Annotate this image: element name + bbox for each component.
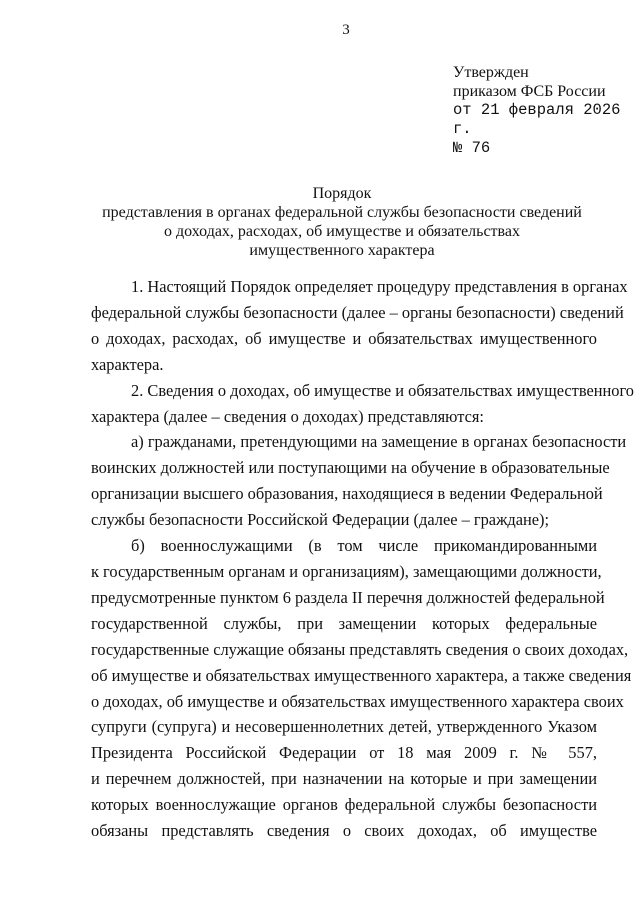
paragraph-b-line-5: государственные служащие обязаны представлять сведения о своих доходах, xyxy=(91,639,629,659)
paragraph-a-line-4: службы безопасности Российской Федерации (далее – граждане); xyxy=(91,510,550,530)
paragraph-b-line-11: которых военнослужащие органов федеральной службы безопасности xyxy=(91,795,597,815)
title-line-2: представления в органах федеральной службы безопасности сведений xyxy=(102,204,582,221)
paragraph-b-line-2: к государственным органам и организациям), замещающими должности, xyxy=(91,561,602,581)
title-line-3: о доходах, расходах, об имуществе и обязательствах xyxy=(164,223,520,240)
paragraph-b-line-1: б) военнослужащими (в том числе прикомандированными xyxy=(131,536,597,556)
paragraph-a-line-2: воинских должностей или поступающими на обучение в образовательные xyxy=(91,458,610,478)
paragraph-1-line-3: о доходах, расходах, об имуществе и обязательствах имущественного xyxy=(91,328,597,348)
paragraph-b-line-9: Президента Российской Федерации от 18 мая 2009 г. № 557, xyxy=(91,743,597,763)
paragraph-2-line-2: характера (далее – сведения о доходах) представляются: xyxy=(91,406,484,426)
paragraph-b-line-10: и перечнем должностей, при назначении на которые и при замещении xyxy=(91,769,597,789)
paragraph-b xyxy=(91,533,632,844)
title-line-1: Порядок xyxy=(312,185,372,202)
document-title xyxy=(0,184,640,260)
approval-line-date: от 21 февраля 2026 г. xyxy=(453,101,621,138)
document-body xyxy=(91,274,634,844)
approval-stamp xyxy=(453,63,640,158)
paragraph-1-line-4: характера. xyxy=(91,354,164,374)
paragraph-2-line-1: 2. Сведения о доходах, об имуществе и обязательствах имущественного xyxy=(131,380,634,400)
paragraph-b-line-3: предусмотренные пунктом 6 раздела II перечня должностей федеральной xyxy=(91,587,605,607)
title-line-4: имущественного характера xyxy=(249,242,435,259)
paragraph-b-line-4: государственной службы, при замещении которых федеральные xyxy=(91,613,597,633)
paragraph-a-line-3: организации высшего образования, находящиеся в ведении Федеральной xyxy=(91,484,603,504)
paragraph-1 xyxy=(91,274,628,378)
paragraph-b-line-6: об имуществе и обязательствах имущественного характера, а также сведения xyxy=(91,665,632,685)
paragraph-a-line-1: а) гражданами, претендующими на замещение в органах безопасности xyxy=(131,432,627,452)
paragraph-b-line-12: обязаны представлять сведения о своих доходах, об имуществе xyxy=(91,821,597,841)
paragraph-b-line-8: супруги (супруга) и несовершеннолетних детей, утвержденного Указом xyxy=(91,717,597,737)
paragraph-1-line-2: федеральной службы безопасности (далее – органы безопасности) сведений xyxy=(91,302,624,322)
paragraph-1-line-1: 1. Настоящий Порядок определяет процедуру представления в органах xyxy=(131,277,628,296)
paragraph-b-line-7: о доходах, об имуществе и обязательствах имущественного характера своих xyxy=(91,691,624,711)
approval-line-approved: Утвержден xyxy=(453,64,529,81)
paragraph-a xyxy=(91,429,627,533)
page-number: 3 xyxy=(342,22,350,38)
approval-line-order: приказом ФСБ России xyxy=(453,83,606,100)
paragraph-2 xyxy=(91,378,634,430)
approval-line-number: № 76 xyxy=(453,139,491,157)
